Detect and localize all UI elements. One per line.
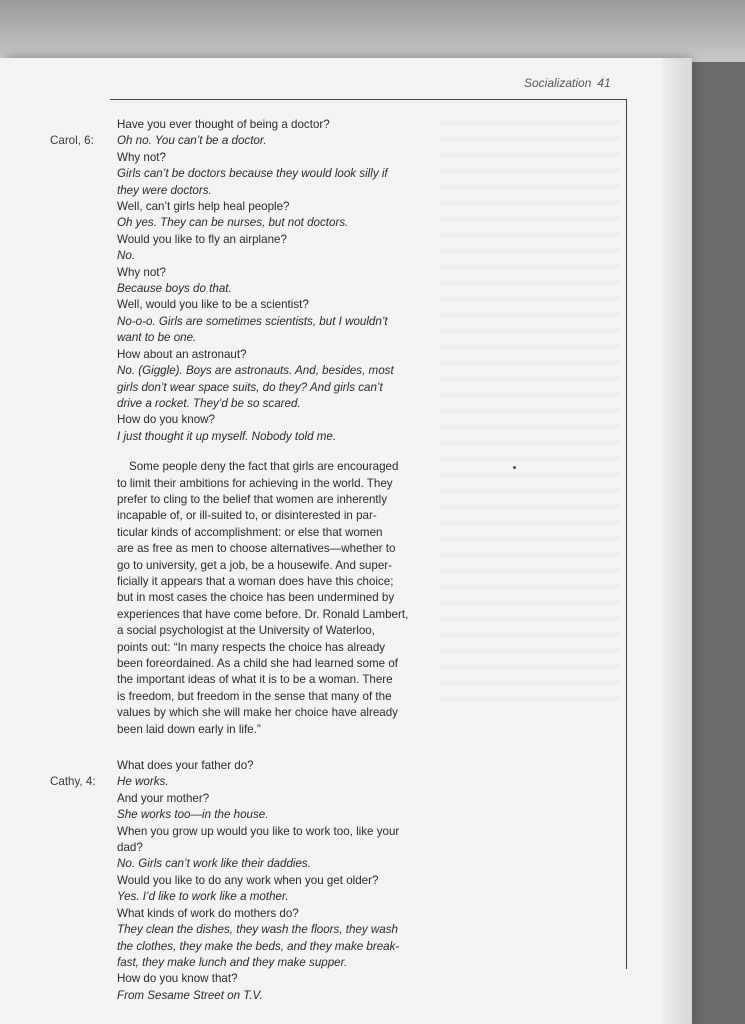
paragraph-line: a social psychologist at the University of Waterloo,: [117, 624, 375, 638]
dialogue-text: Because boys do that.: [117, 282, 232, 296]
dialogue-line: [117, 380, 447, 396]
dialogue-line: [117, 758, 447, 774]
page-number: 41: [597, 76, 611, 90]
dialogue-text: How about an astronaut?: [117, 347, 247, 361]
body-paragraph: [117, 459, 447, 738]
paragraph-line: but in most cases the choice has been undermined by: [117, 591, 395, 605]
dialogue-line: [117, 856, 447, 872]
dialogue-line: [117, 281, 447, 297]
paragraph-line: prefer to cling to the belief that women are inherently: [117, 492, 388, 506]
dialogue-line: [117, 824, 447, 840]
paragraph-line: ticular kinds of accomplishment: or else that women: [117, 525, 383, 539]
paragraph-line: go to university, get a job, be a housewife. And super-: [117, 558, 392, 572]
paragraph-line: been foreordained. As a child she had learned some of: [117, 657, 399, 670]
dialogue-line: [117, 840, 447, 856]
header-title: Socialization: [524, 76, 592, 90]
speck: [513, 466, 516, 469]
dialogue-line: [117, 807, 447, 823]
dialogue-line: [117, 215, 447, 231]
dialogue-line: [117, 297, 447, 313]
paragraph-line: Some people deny the fact that girls are encouraged: [129, 460, 399, 474]
dialogue-line: [117, 922, 447, 938]
dialogue-text: Have you ever thought of being a doctor?: [117, 118, 330, 131]
dialogue-text: Why not?: [117, 150, 166, 164]
paragraph-line: been laid down early in life.”: [117, 722, 261, 736]
dialogue-line: [50, 774, 447, 790]
dialogue-text: From Sesame Street on T.V.: [117, 988, 263, 1002]
dialogue-text: They clean the dishes, they wash the floors, they wash: [117, 923, 398, 937]
dialogue-text: No.: [117, 249, 136, 263]
speaker-label: Cathy, 4:: [50, 775, 96, 789]
frame-rule-top: [110, 99, 626, 100]
speaker-label: Carol, 6:: [50, 134, 94, 148]
dialogue-text: dad?: [117, 841, 143, 855]
page-edge: [662, 58, 692, 1024]
dialogue-line: [117, 347, 447, 363]
dialogue-text: No. (Giggle). Boys are astronauts. And, besides, most: [117, 364, 394, 378]
dialogue-line: [117, 955, 447, 971]
dialogue-line: [117, 988, 447, 1004]
paragraph-line: ficially it appears that a woman does have this choice;: [117, 574, 394, 588]
dialogue-line: [117, 791, 447, 807]
dialogue-line: [117, 314, 447, 330]
dialogue-line: [117, 248, 447, 264]
dialogue-text: She works too—in the house.: [117, 808, 269, 822]
page-body: [50, 117, 447, 1004]
dialogue-text: How do you know?: [117, 413, 215, 427]
interview-cathy: [50, 758, 447, 1004]
dialogue-line: [50, 133, 447, 149]
dialogue-line: [117, 199, 447, 215]
dialogue-text: Why not?: [117, 265, 166, 279]
running-header: [524, 76, 624, 90]
dialogue-text: girls don’t wear space suits, do they? And girls can’t: [117, 380, 383, 394]
dialogue-text: fast, they make lunch and they make supper.: [117, 955, 348, 969]
dialogue-text: When you grow up would you like to work too, like your: [117, 824, 400, 838]
dialogue-text: they were doctors.: [117, 183, 212, 197]
dialogue-line: [117, 396, 447, 412]
paragraph-line: is freedom, but freedom in the sense that many of the: [117, 689, 392, 703]
dialogue-text: want to be one.: [117, 331, 197, 345]
paragraph-line: experiences that have come before. Dr. Ronald Lambert,: [117, 607, 409, 621]
paragraph-line: incapable of, or ill-suited to, or disinterested in par-: [117, 509, 377, 523]
dialogue-line: [117, 150, 447, 166]
dialogue-text: Oh no. You can’t be a doctor.: [117, 134, 267, 148]
dialogue-text: Would you like to do any work when you get older?: [117, 873, 379, 887]
dialogue-line: [117, 265, 447, 281]
dialogue-line: [117, 873, 447, 889]
dialogue-line: [117, 429, 447, 445]
dialogue-text: Would you like to fly an airplane?: [117, 232, 287, 246]
dialogue-line: [117, 889, 447, 905]
dialogue-line: [117, 363, 447, 379]
dialogue-text: What kinds of work do mothers do?: [117, 906, 299, 920]
dialogue-text: How do you know that?: [117, 972, 238, 986]
dialogue-text: Yes. I’d like to work like a mother.: [117, 890, 289, 904]
dialogue-line: [117, 412, 447, 428]
paragraph-line: points out: “In many respects the choice has already: [117, 640, 386, 654]
dialogue-text: the clothes, they make the beds, and they make break-: [117, 939, 400, 953]
dialogue-text: I just thought it up myself. Nobody told me.: [117, 429, 337, 443]
dialogue-text: drive a rocket. They’d be so scared.: [117, 396, 301, 410]
dialogue-text: And your mother?: [117, 791, 210, 805]
dialogue-text: Well, would you like to be a scientist?: [117, 298, 309, 312]
dialogue-text: He works.: [117, 775, 169, 789]
paragraph-line: the important ideas of what it is to be a woman. There: [117, 673, 393, 687]
dialogue-line: [117, 330, 447, 346]
paragraph-line: to limit their ambitions for achieving in the world. They: [117, 476, 393, 490]
dialogue-line: [117, 117, 447, 133]
dialogue-line: [117, 183, 447, 199]
dialogue-line: [117, 971, 447, 987]
dialogue-line: [117, 166, 447, 182]
dialogue-text: Oh yes. They can be nurses, but not doctors.: [117, 216, 349, 230]
dialogue-text: Girls can’t be doctors because they would look silly if: [117, 167, 388, 181]
dialogue-line: [117, 939, 447, 955]
frame-rule-right: [626, 99, 627, 969]
dialogue-line: [117, 906, 447, 922]
dialogue-text: No. Girls can’t work like their daddies.: [117, 857, 311, 871]
paragraph-line: are as free as men to choose alternatives—whether to: [117, 542, 396, 556]
scan-background-top: [0, 0, 745, 62]
paragraph-line: values by which she will make her choice have already: [117, 706, 398, 720]
dialogue-line: [117, 232, 447, 248]
dialogue-text: Well, can’t girls help heal people?: [117, 200, 290, 214]
interview-carol: [50, 117, 447, 445]
dialogue-text: No-o-o. Girls are sometimes scientists, but I wouldn’t: [117, 314, 388, 328]
dialogue-text: What does your father do?: [117, 759, 254, 773]
show-through-text: [440, 110, 620, 710]
